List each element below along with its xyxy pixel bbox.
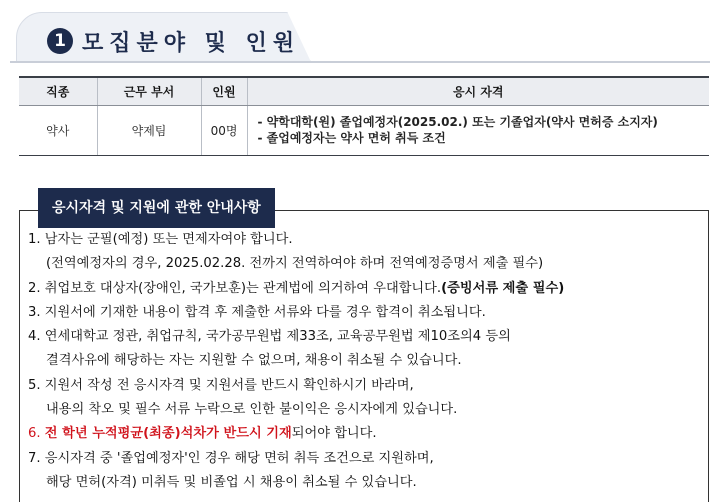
cell-dept: 약제팀 [97,105,201,155]
notice-item-6-rest: 되어야 합니다. [291,426,377,442]
notice-item-6-number: 6. [28,426,41,442]
header-count: 인원 [201,77,247,105]
section-header [10,8,710,66]
table-header-row [19,77,709,105]
notice-item-2 [28,277,698,301]
notice-item-6 [28,422,698,446]
notice-item-3: 3. 지원서에 기재한 내용이 합격 후 제출한 서류와 다를 경우 합격이 취소됩니다. [28,304,486,320]
cell-job: 약사 [19,105,97,155]
notice-list [28,228,698,495]
notice-title: 응시자격 및 지원에 관한 안내사항 [38,188,275,228]
table-row [19,105,709,155]
notice-item-2-text: 2. 취업보호 대상자(장애인, 국가보훈)는 관계법에 의거하여 우대합니다. [28,280,442,296]
cell-count: 00명 [201,105,247,155]
cell-qualification [247,105,709,155]
notice-item-1: 1. 남자는 군필(예정) 또는 면제자여야 합니다. [28,232,293,247]
section-number-badge: 1 [47,28,73,54]
header-qualification: 응시 자격 [247,77,709,105]
header-job: 직종 [19,77,97,105]
notice-item-7-continued: 해당 면허(자격) 미취득 및 비졸업 시 채용이 취소될 수 있습니다. [46,474,417,490]
qualification-line-1: - 약학대학(원) 졸업예정자(2025.02.) 또는 기졸업자(약사 면허증 소지자) [257,115,658,129]
notice-item-6-highlight: 전 학년 누적평균(최종)석차가 반드시 기재 [44,426,292,442]
notice-item-7: 7. 응시자격 중 '졸업예정자'인 경우 해당 면허 취득 조건으로 지원하며, [28,450,434,466]
notice-item-1-continued: (전역예정자의 경우, 2025.02.28. 전까지 전역하여야 하며 전역예정증명서 제출 필수) [46,256,544,272]
notice-item-5-continued: 내용의 착오 및 필수 서류 누락으로 인한 불이익은 응시자에게 있습니다. [46,402,458,418]
notice-item-4-continued: 결격사유에 해당하는 자는 지원할 수 없으며, 채용이 취소될 수 있습니다. [46,353,462,369]
notice-item-4: 4. 연세대학교 정관, 취업규칙, 국가공무원법 제33조, 교육공무원법 제10조의4 등의 [28,329,511,345]
header-dept: 근무 부서 [97,77,201,105]
notice-item-2-emphasis: (증빙서류 제출 필수) [441,280,565,296]
recruitment-table [19,76,709,156]
notice-item-5: 5. 지원서 작성 전 응시자격 및 지원서를 반드시 확인하시기 바라며, [28,377,414,393]
section-title: 모집분야 및 인원 [82,31,301,56]
section-divider [10,61,710,63]
qualification-line-2: - 졸업예정자는 약사 면허 취득 조건 [257,131,446,145]
